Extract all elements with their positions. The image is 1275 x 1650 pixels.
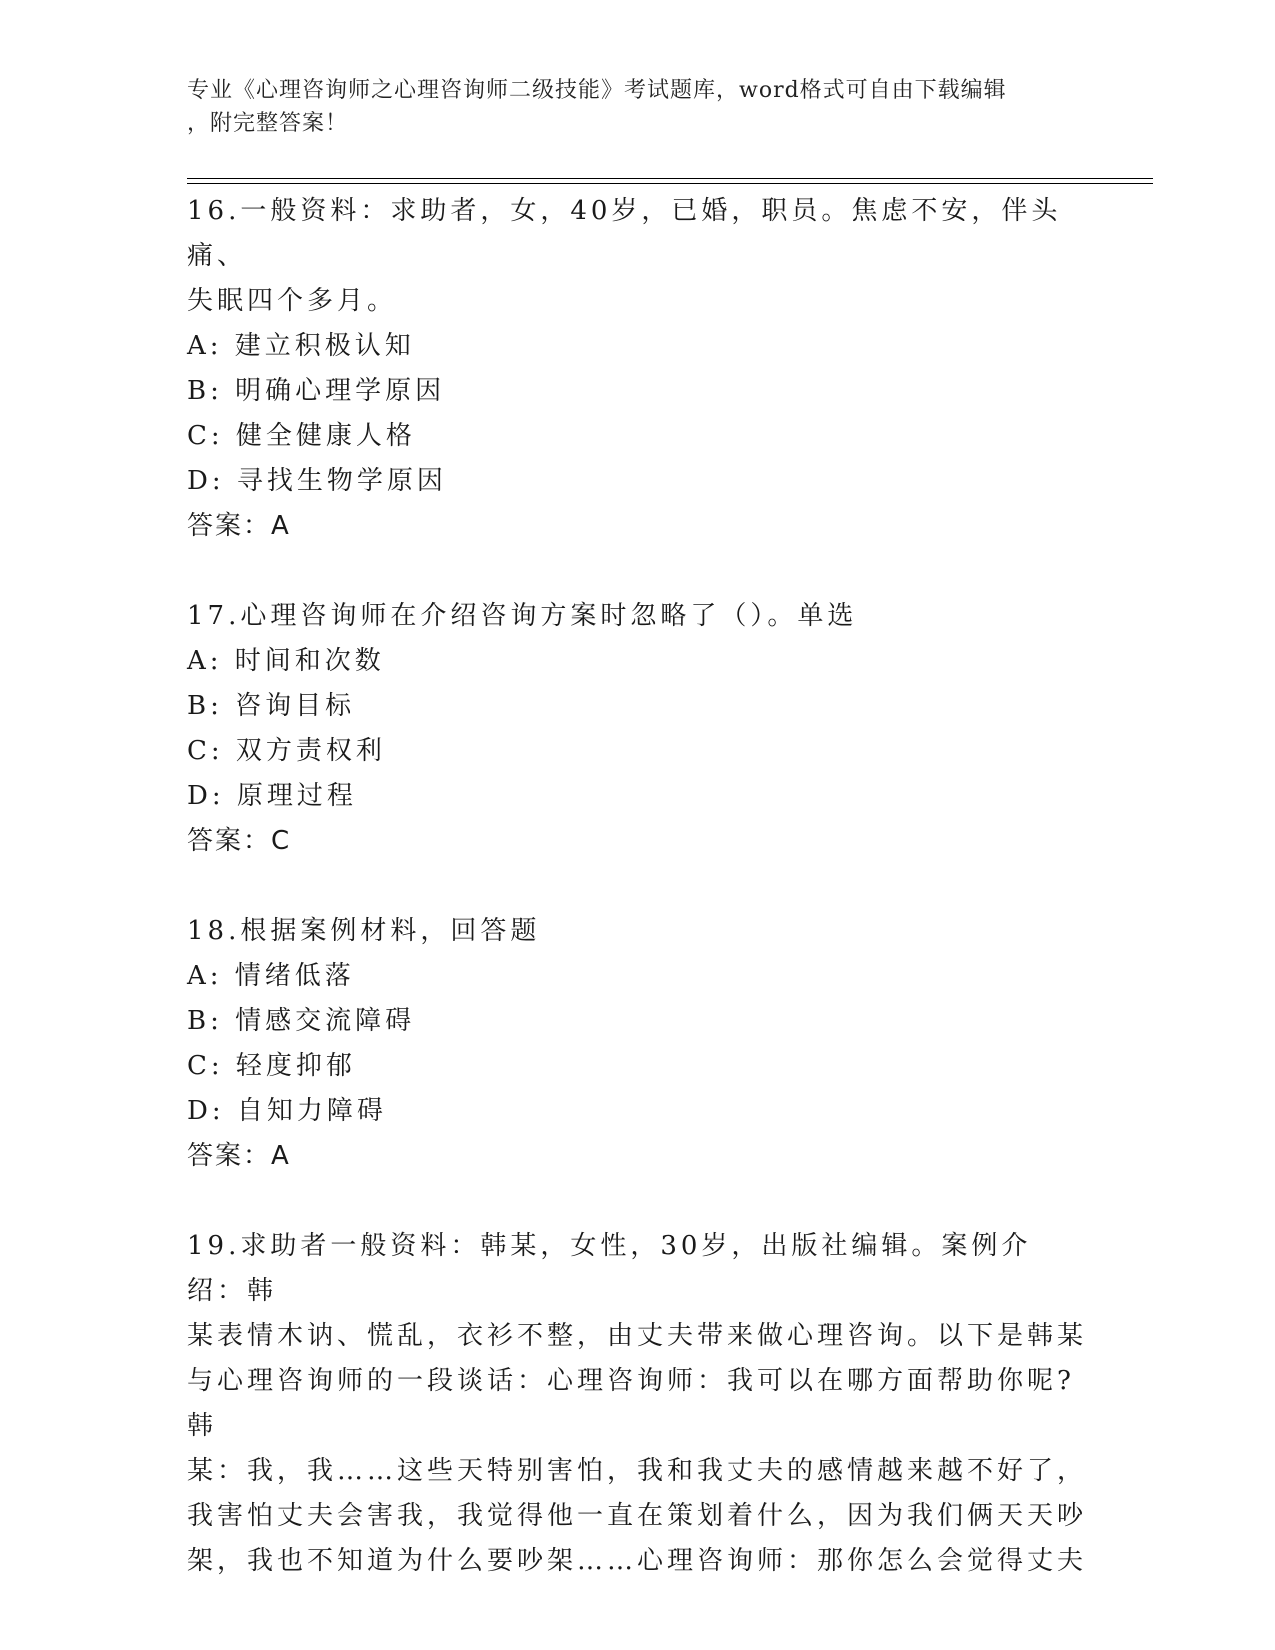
header-line-2: ，附完整答案！ (187, 111, 349, 136)
question-spacer (187, 864, 1087, 909)
answer: 答案：A (187, 511, 291, 541)
question-18 (187, 909, 1087, 1224)
option-c: C: 健全健康人格 (187, 421, 416, 451)
question-spacer (187, 1179, 1087, 1224)
answer: 答案：A (187, 1141, 291, 1171)
option-d: D: 自知力障碍 (187, 1096, 387, 1126)
answer: 答案：C (187, 826, 292, 856)
question-stem-line: 19.求助者一般资料：韩某，女性，30岁，出版社编辑。案例介绍：韩 (187, 1231, 1032, 1306)
question-stem (187, 1224, 1087, 1584)
option-b: B: 明确心理学原因 (187, 376, 446, 406)
question-list (187, 189, 1087, 1584)
question-stem-line: 失眠四个多月。 (187, 286, 398, 316)
option-a: A: 时间和次数 (187, 646, 385, 676)
question-stem-line: 架，我也不知道为什么要吵架……心理咨询师：那你怎么会觉得丈夫 (187, 1546, 1088, 1576)
question-stem (187, 189, 1087, 324)
question-19 (187, 1224, 1087, 1584)
question-stem-line: 16.一般资料：求助者，女，40岁，已婚，职员。焦虑不安，伴头痛、 (187, 196, 1062, 271)
option-d: D: 原理过程 (187, 781, 357, 811)
option-b: B: 咨询目标 (187, 691, 356, 721)
question-stem (187, 594, 1087, 639)
question-stem-line: 18.根据案例材料，回答题 (187, 916, 541, 946)
question-17 (187, 594, 1087, 909)
option-a: A: 建立积极认知 (187, 331, 415, 361)
question-spacer (187, 549, 1087, 594)
document-header (187, 74, 1087, 140)
question-stem-line: 某：我，我……这些天特别害怕，我和我丈夫的感情越来越不好了， (187, 1456, 1088, 1486)
option-a: A: 情绪低落 (187, 961, 355, 991)
question-stem (187, 909, 1087, 954)
option-d: D: 寻找生物学原因 (187, 466, 447, 496)
option-c: C: 轻度抑郁 (187, 1051, 356, 1081)
question-16 (187, 189, 1087, 594)
option-b: B: 情感交流障碍 (187, 1006, 416, 1036)
question-stem-line: 17.心理咨询师在介绍咨询方案时忽略了（）。单选 (187, 601, 858, 631)
header-line-1: 专业《心理咨询师之心理咨询师二级技能》考试题库，word格式可自由下载编辑 (187, 78, 1007, 103)
header-double-rule (187, 178, 1153, 184)
question-stem-line: 某表情木讷、慌乱，衣衫不整，由丈夫带来做心理咨询。以下是韩某 (187, 1321, 1088, 1351)
option-c: C: 双方责权利 (187, 736, 386, 766)
question-stem-line: 我害怕丈夫会害我，我觉得他一直在策划着什么，因为我们俩天天吵 (187, 1501, 1088, 1531)
question-stem-line: 与心理咨询师的一段谈话：心理咨询师：我可以在哪方面帮助你呢?韩 (187, 1366, 1075, 1441)
